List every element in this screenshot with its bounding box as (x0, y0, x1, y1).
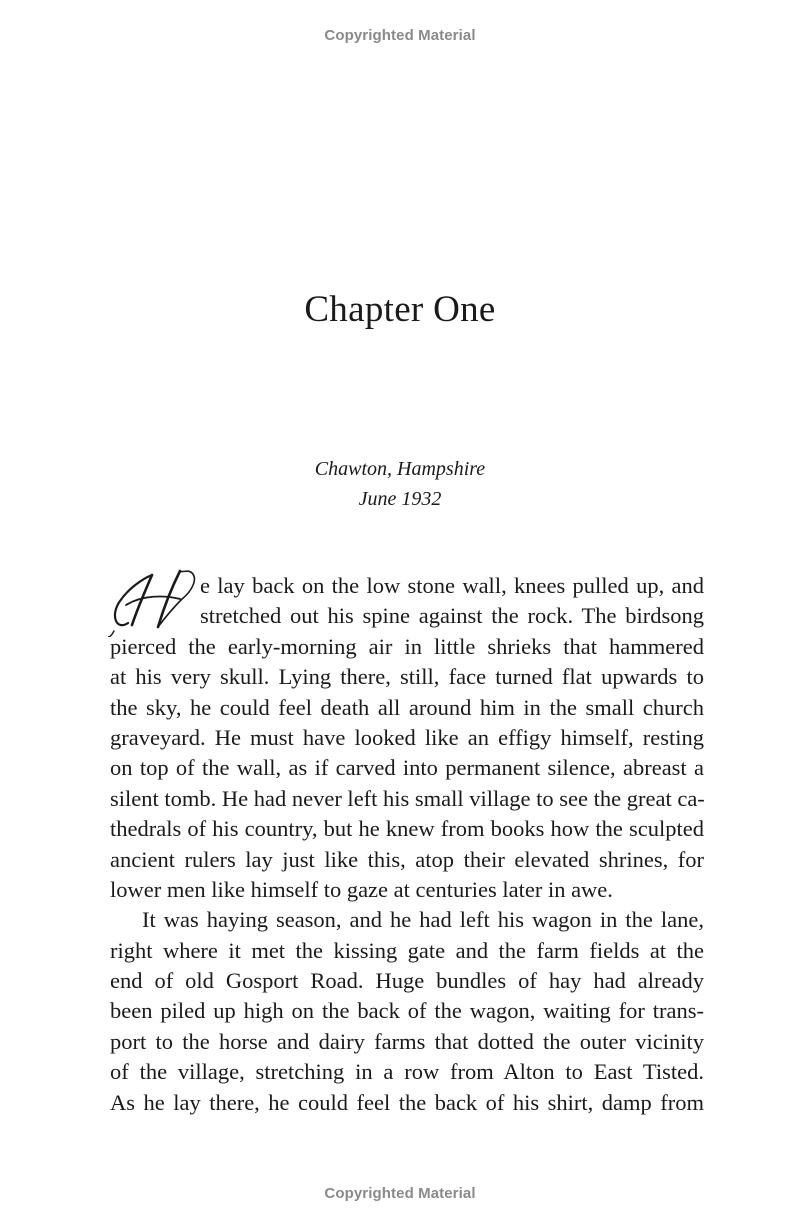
body-line: been piled up high on the back of the wagon, waiting for trans- (110, 998, 704, 1024)
body-line: silent tomb. He had never left his small village to see the great ca- (110, 785, 705, 811)
copyright-watermark-top: Copyrighted Material (324, 27, 476, 44)
body-line: graveyard. He must have looked like an effigy himself, resting (110, 724, 704, 750)
body-line: lower men like himself to gaze at centuries later in awe. (110, 876, 613, 902)
dateline (0, 454, 800, 514)
body-line: thedrals of his country, but he knew from books how the sculpted (110, 816, 704, 842)
body-line: end of old Gosport Road. Huge bundles of hay had already (110, 968, 704, 994)
body-line: on top of the wall, as if carved into permanent silence, abreast a (110, 755, 704, 781)
dateline-date: June 1932 (358, 488, 442, 510)
body-line: of the village, stretching in a row from Alton to East Tisted. (110, 1059, 704, 1085)
body-line: at his very skull. Lying there, still, face turned flat upwards to (110, 664, 704, 690)
body-line: It was haying season, and he had left his wagon in the lane, (142, 907, 704, 933)
body-line: right where it met the kissing gate and the farm fields at the (110, 937, 704, 963)
body-line: stretched out his spine against the rock. The birdsong (200, 603, 704, 629)
drop-cap-letter (108, 565, 200, 637)
body-line: ancient rulers lay just like this, atop their elevated shrines, for (110, 846, 704, 872)
body-line: port to the horse and dairy farms that dotted the outer vicinity (110, 1028, 704, 1054)
body-line: the sky, he could feel death all around him in the small church (110, 694, 704, 720)
dateline-place: Chawton, Hampshire (314, 458, 486, 480)
chapter-title: Chapter One (304, 289, 496, 330)
copyright-watermark-bottom: Copyrighted Material (324, 1185, 476, 1202)
body-line: e lay back on the low stone wall, knees pulled up, and (200, 573, 704, 598)
body-line: pierced the early-morning air in little shrieks that hammered (110, 633, 704, 659)
body-line: As he lay there, he could feel the back of his shirt, damp from (110, 1089, 704, 1115)
body-text (110, 571, 704, 1118)
